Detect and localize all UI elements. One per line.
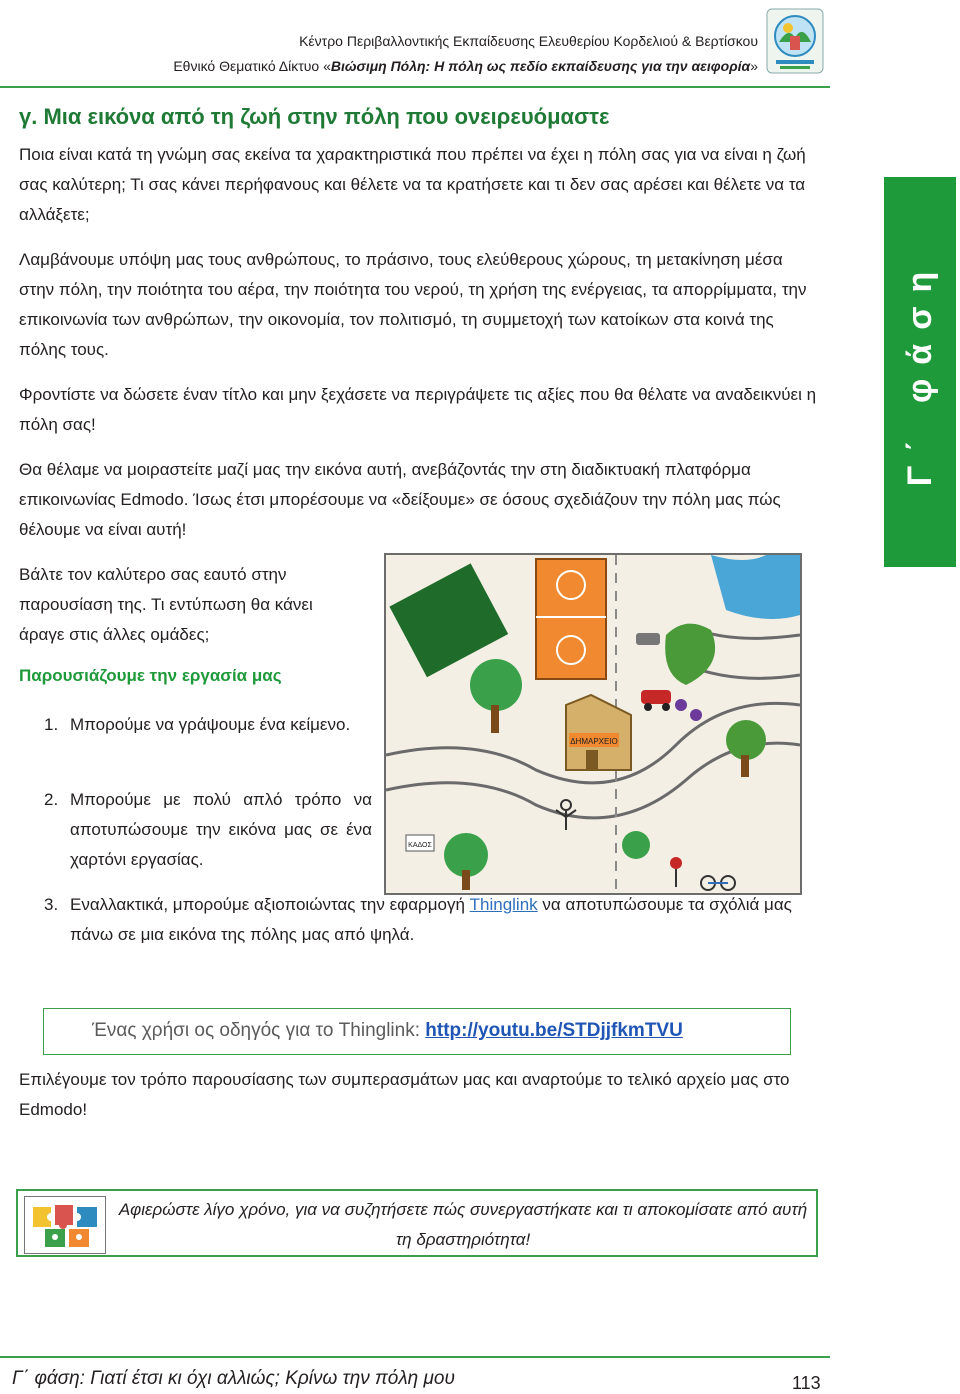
puzzle-people-icon: [24, 1196, 106, 1254]
list-number: 3.: [44, 895, 59, 914]
header-network: Εθνικό Θεματικό Δίκτυο «Βιώσιμη Πόλη: Η πόλη ως πεδίο εκπαίδευσης για την αειφορία»: [173, 58, 758, 74]
paragraph-question: Ποια είναι κατά τη γνώμη σας εκείνα τα χαρακτηριστικά που πρέπει να έχει η πόλη σας για να είναι η ζωή σας καλύτερη; Τι σας κάνει περήφανους και θέλετε να τα κρατήσετε και τι δεν σας αρέσει και θέλετε να τα αλλάξετε;: [19, 145, 806, 224]
header-rule: [0, 86, 830, 88]
present-heading: Παρουσιάζουμε την εργασία μας: [19, 666, 282, 685]
reflection-box: [16, 1189, 818, 1257]
footer-rule: [0, 1356, 830, 1358]
header-organization: Κέντρο Περιβαλλοντικής Εκπαίδευσης Ελευθερίου Κορδελιού & Βερτίσκου: [299, 33, 758, 49]
paragraph-best-self: Βάλτε τον καλύτερο σας εαυτό στην παρουσίαση της. Τι εντύπωση θα κάνει άραγε στις άλλες ομάδες;: [19, 565, 313, 644]
list-item: [44, 785, 374, 875]
list-text: Εναλλακτικά, μπορούμε αξιοποιώντας την εφαρμογή Thinglink να αποτυπώσουμε τα σχόλιά μας πάνω σε μια εικόνα της πόλης μας από ψηλά.: [70, 895, 792, 944]
guide-text: Ένας χρήσι ος οδηγός για το Thinglink: http://youtu.be/STDjjfkmTVU: [92, 1020, 683, 1041]
thinglink-link[interactable]: Thinglink: [469, 895, 538, 914]
page-number: 113: [792, 1373, 821, 1393]
city-drawing-photo: [384, 553, 802, 895]
phase-side-tab: [884, 177, 956, 567]
paragraph-upload-edmodo: Επιλέγουμε τον τρόπο παρουσίασης των συμπερασμάτων μας και αναρτούμε το τελικό αρχείο μας στο Edmodo!: [19, 1070, 790, 1119]
list-text: Μπορούμε να γράψουμε ένα κείμενο.: [70, 715, 351, 734]
phase-side-label: Γ΄ φάση: [901, 257, 939, 487]
list-text: Μπορούμε με πολύ απλό τρόπο να αποτυπώσουμε την εικόνα μας σε ένα χαρτόνι εργασίας.: [70, 790, 372, 869]
guide-url-link[interactable]: http://youtu.be/STDjjfkmTVU: [425, 1020, 683, 1041]
thinglink-guide-box: [43, 1008, 791, 1055]
paragraph-considerations: Λαμβάνουμε υπόψη μας τους ανθρώπους, το πράσινο, τους ελεύθερους χώρους, τη μετακίνηση μέσα στην πόλη, την ποιότητα του αέρα, την ποιότητα του νερού, τη χρήση της ενέργειας, τα απορρίμματα, την επικοινωνία των ανθρώπων, την οικονομία, τον πολιτισμό, τη συμμετοχή των κατοίκων στα κοινά της πόλης τους.: [19, 250, 807, 359]
section-title: γ. Μια εικόνα από τη ζωή στην πόλη που ονειρευόμαστε: [19, 104, 610, 129]
paragraph-share-edmodo: Θα θέλαμε να μοιραστείτε μαζί μας την εικόνα αυτή, ανεβάζοντάς την στη διαδικτυακή πλατφόρμα επικοινωνίας Edmodo. Ίσως έτσι μπορέσουμε να «δείξουμε» σε όσους σχεδιάζουν την πόλη μας πώς θέλουμε να είναι αυτή!: [19, 460, 781, 539]
paragraph-title-values: Φροντίστε να δώσετε έναν τίτλο και μην ξεχάσετε να περιγράψετε τις αξίες που θα θέλατε να αναδεικνύει η πόλη σας!: [19, 385, 817, 434]
list-number: 2.: [44, 790, 59, 809]
drawing-building-label: ΔΗΜΑΡΧΕΙΟ: [570, 737, 618, 746]
drawing-sign-label: ΚΑΔΟΣ: [408, 842, 432, 849]
kpe-logo-icon: [764, 6, 826, 76]
city-drawing-illustration: [386, 555, 800, 893]
reflection-text: Αφιερώστε λίγο χρόνο, για να συζητήσετε πώς συνεργαστήκατε και τι αποκομίσατε από αυτή τη δραστηριότητα!: [118, 1200, 808, 1249]
footer-phase-title: Γ΄ φάση: Γιατί έτσι κι όχι αλλιώς; Κρίνω την πόλη μου: [12, 1368, 455, 1389]
list-item: [44, 710, 374, 770]
list-item: [44, 890, 824, 980]
list-number: 1.: [44, 715, 59, 734]
